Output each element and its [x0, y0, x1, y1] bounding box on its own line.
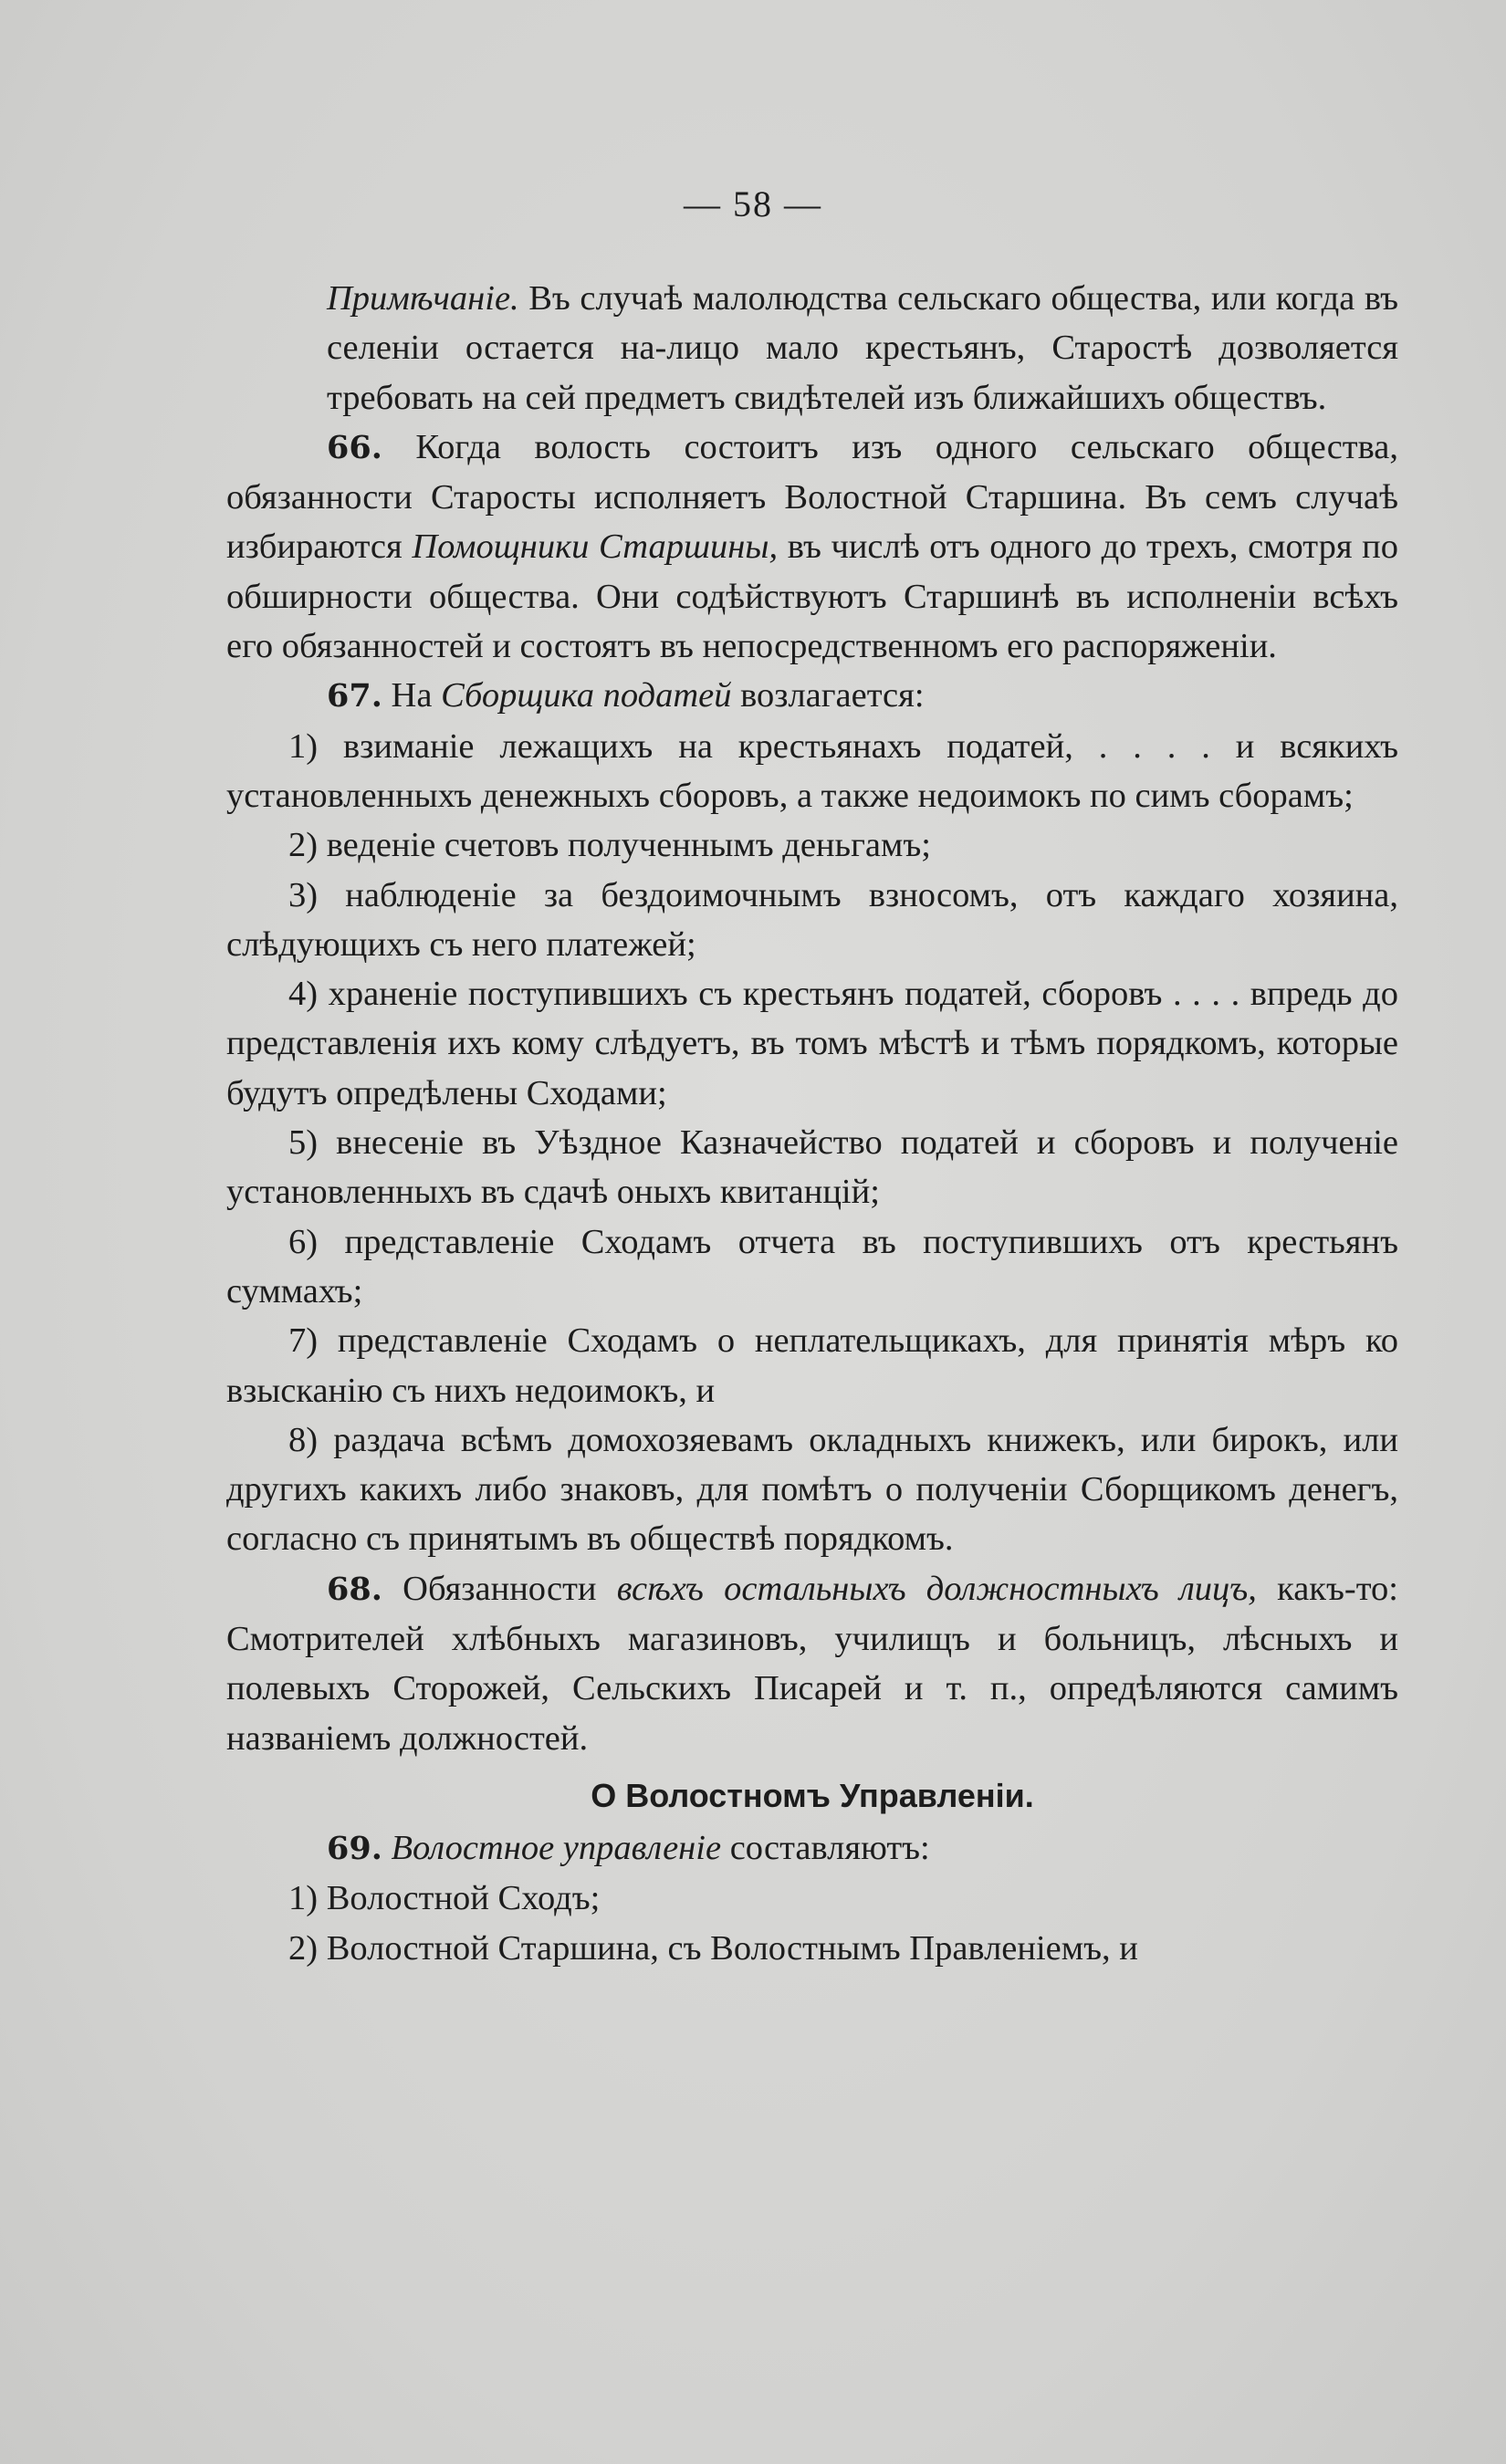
article-number: 66. — [327, 428, 382, 466]
list-item: 4) храненіе поступившихъ съ крестьянъ податей, сборовъ . . . . впредь до представленія ихъ кому слѣдуетъ, въ томъ мѣстѣ и тѣмъ порядкомъ, которые будутъ опредѣлены Сходами; — [226, 975, 1398, 1112]
article-text: Обязанности — [403, 1569, 597, 1608]
list-item: 6) представленіе Сходамъ отчета въ поступившихъ отъ крестьянъ суммахъ; — [226, 1222, 1398, 1310]
article-text: На — [391, 676, 433, 715]
article-67 — [226, 671, 1398, 721]
article-number: 69. — [327, 1829, 382, 1867]
list-item: 1) взиманіе лежащихъ на крестьянахъ податей, . . . . и всякихъ установленныхъ денежныхъ сборовъ, а также недоимокъ по симъ сборамъ; — [226, 726, 1398, 815]
main-text — [226, 274, 1398, 1973]
article-69 — [226, 1823, 1398, 1874]
list-item: 8) раздача всѣмъ домохозяевамъ окладныхъ книжекъ, или бирокъ, или другихъ какихъ либо знаковъ, для помѣтъ о полученіи Сборщикомъ денегъ, согласно съ принятымъ въ обществѣ порядкомъ. — [226, 1420, 1398, 1559]
article-text: Когда волость состоитъ изъ одного сельскаго общества, обязанности Старосты исполняетъ Волостной Старшина. Въ семъ случаѣ избираются — [226, 427, 1398, 567]
page-number: — 58 — — [684, 183, 822, 224]
article-italic: Волостное управленіе — [391, 1828, 722, 1867]
section-heading: О Волостномъ Управленіи. — [591, 1776, 1034, 1814]
list-item: 1) Волостной Сходъ; — [288, 1879, 601, 1918]
note-label: Примѣчаніе. — [327, 279, 519, 318]
article-number: 68. — [327, 1570, 382, 1608]
article-66 — [226, 423, 1398, 671]
list-item: 2) Волостной Старшина, съ Волостнымъ Правленіемъ, и — [288, 1928, 1138, 1968]
list-item: 5) внесеніе въ Уѣздное Казначейство податей и сборовъ и полученіе установленныхъ въ сдачѣ оныхъ квитанцій; — [226, 1123, 1398, 1212]
note-text: Въ случаѣ малолюдства сельскаго общества, или когда въ селеніи остается на-лицо мало крестьянъ, Старостѣ дозволяется требовать на сей предметъ свидѣтелей изъ ближайшихъ обществъ. — [327, 279, 1398, 417]
article-number: 67. — [327, 677, 382, 715]
article-68 — [226, 1564, 1398, 1763]
article-italic: всѣхъ остальныхъ должностныхъ лицъ, — [616, 1569, 1257, 1608]
article-text: въ числѣ отъ одного до трехъ, смотря по обширности общества. Они содѣйствуютъ Старшинѣ въ исполненіи всѣхъ его обязанностей и состоятъ въ непосредственномъ его распоряженіи. — [226, 527, 1398, 666]
note-paragraph — [226, 274, 1398, 423]
list-item: 3) наблюденіе за бездоимочнымъ взносомъ, отъ каждаго хозяина, слѣдующихъ съ него платежей; — [226, 875, 1398, 964]
list-item: 2) веденіе счетовъ полученнымъ деньгамъ; — [288, 826, 931, 865]
article-italic: Сборщика податей — [441, 676, 732, 715]
article-text: какъ-то: Смотрителей хлѣбныхъ магазиновъ, училищъ и больницъ, лѣсныхъ и полевыхъ Сторожей, Сельскихъ Писарей и т. п., опредѣляются самимъ названіемъ должностей. — [226, 1569, 1399, 1758]
list-item: 7) представленіе Сходамъ о неплательщикахъ, для принятія мѣръ ко взысканію съ нихъ недоимокъ, и — [226, 1321, 1398, 1410]
article-text: возлагается: — [740, 676, 925, 715]
article-text: составляютъ: — [729, 1828, 930, 1867]
article-italic: Помощники Старшины, — [412, 527, 779, 567]
